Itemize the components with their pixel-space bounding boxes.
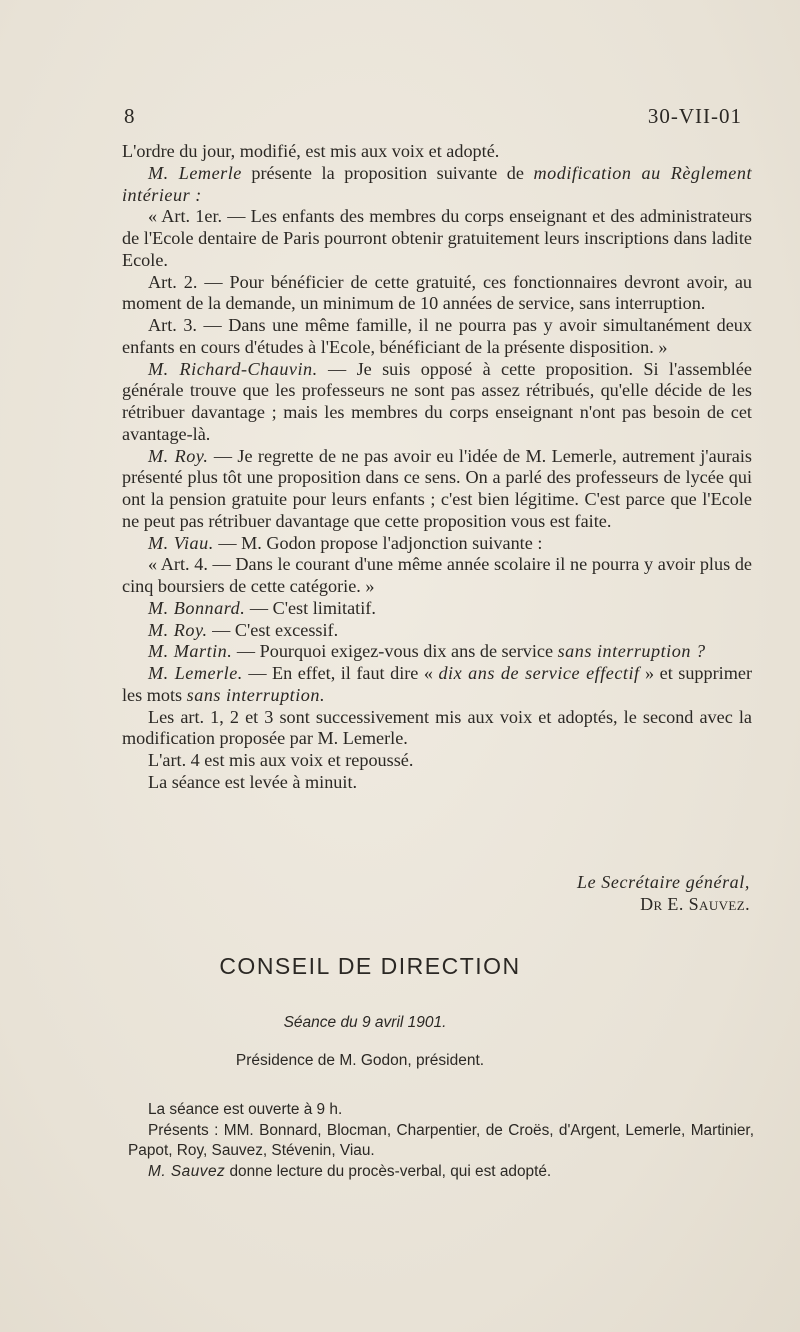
paragraph [122, 533, 752, 555]
paragraph [122, 663, 752, 707]
presidency-line: Présidence de M. Godon, président. [235, 1052, 485, 1069]
paragraph-text: Art. 3. — Dans une même famille, il ne pourra pas y avoir simultanément deux enfants en cours d'études à l'Ecole, bénéficiant de la présente disposition. » [122, 315, 752, 357]
speaker-name: M. Roy. [148, 619, 208, 640]
session-minutes [128, 1100, 754, 1182]
minutes-text: donne lecture du procès-verbal, qui est adopté. [225, 1162, 552, 1180]
minutes-text: La séance est ouverte à 9 h. [148, 1101, 343, 1118]
paragraph-text: « Art. 1er. — Les enfants des membres du corps enseignant et des administrateurs de l'Ecole dentaire de Paris pourront obtenir gratuitement leurs inscriptions dans ladite Ecole. [122, 206, 752, 270]
speaker-name: M. Sauvez [148, 1162, 226, 1180]
paragraph-text: — Je regrette de ne pas avoir eu l'idée de M. Lemerle, autrement j'aurais présenté plus tôt une proposition dans ce sens. On a parlé des professeurs de lycée qui ont la pension gratuite pour leurs enfants ; c'est bien légitime. C'est parce que l'Ecole ne peut pas rétribuer davantage que cette proposition vous est faite. [122, 445, 752, 531]
speaker-name: M. Richard-Chauvin. [148, 358, 318, 379]
paragraph-text: — Je suis opposé à cette proposition. Si l'assemblée générale trouve que les professeurs ne sont pas assez rétribués, qu'elle décide de les rétribuer davantage ; mais les membres du corps enseignant n'ont pas besoin de cet avantage-là. [122, 358, 752, 444]
paragraph-text: — Pourquoi exigez-vous dix ans de service [232, 641, 558, 662]
session-date: Séance du 9 avril 1901. [283, 1014, 447, 1031]
paragraph-italic-text: sans interruption ? [557, 641, 706, 662]
paragraph-text: — M. Godon propose l'adjonction suivante : [213, 532, 543, 553]
paragraph [122, 206, 752, 271]
speaker-name: M. Martin. [148, 641, 233, 662]
paragraph [122, 359, 752, 446]
paragraph [122, 272, 752, 316]
minutes-paragraph [128, 1100, 754, 1121]
paragraph-text: — C'est excessif. [207, 619, 339, 640]
paragraph-text: — En effet, il faut dire « [242, 663, 439, 683]
paragraph-text: Les art. 1, 2 et 3 sont successivement mis aux voix et adoptés, le second avec la modification proposée par M. Lemerle. [122, 706, 752, 749]
paragraph [122, 707, 752, 751]
minutes-paragraph [128, 1121, 754, 1162]
paragraph-text: — C'est limitatif. [245, 597, 376, 618]
page-number: 8 [124, 104, 135, 128]
paragraph [122, 446, 752, 533]
paragraph-italic-text: sans interruption. [186, 684, 326, 705]
paragraph [122, 620, 752, 642]
paragraph-text: L'ordre du jour, modifié, est mis aux voix et adopté. [122, 141, 500, 161]
paragraph-text: L'art. 4 est mis aux voix et repoussé. [148, 750, 414, 770]
council-section [0, 953, 800, 1070]
proceedings-text [122, 141, 752, 794]
minutes-paragraph [128, 1162, 754, 1183]
date-code: 30-VII-01 [647, 104, 742, 128]
paragraph [122, 554, 752, 598]
speaker-name: M. Roy. [148, 445, 209, 466]
speaker-name: M. Lemerle. [148, 663, 243, 683]
paragraph-text: La séance est levée à minuit. [148, 771, 358, 792]
paragraph [122, 772, 752, 794]
signature-block [490, 871, 750, 915]
paragraph-text: » et supprimer les mots [122, 663, 753, 705]
paragraph [122, 141, 752, 163]
paragraph-italic-text: modification au Règlement intérieur : [122, 162, 753, 205]
speaker-name: M. Bonnard. [148, 597, 246, 618]
speaker-name: M. Viau. [148, 532, 214, 553]
paragraph [122, 641, 752, 663]
minutes-text: Présents : MM. Bonnard, Blocman, Charpentier, de Croës, d'Argent, Lemerle, Martinier, Papot, Roy, Sauvez, Stévenin, Viau. [128, 1121, 754, 1159]
signature-name: Dr E. Sauvez. [640, 894, 750, 914]
paragraph-text: présente la proposition suivante de [241, 162, 534, 183]
paragraph-text: Art. 2. — Pour bénéficier de cette gratuité, ces fonctionnaires devront avoir, au moment de la demande, un minimum de 10 années de service, sans interruption. [122, 271, 752, 314]
page-header [124, 104, 742, 140]
paragraph [122, 598, 752, 620]
section-title: CONSEIL DE DIRECTION [219, 953, 521, 979]
paragraph [122, 750, 752, 772]
speaker-name: M. Lemerle [148, 162, 242, 183]
paragraph [122, 163, 752, 207]
paragraph-text: « Art. 4. — Dans le courant d'une même année scolaire il ne pourra y avoir plus de cinq boursiers de cette catégorie. » [122, 554, 752, 596]
paragraph [122, 315, 752, 359]
signature-role: Le Secrétaire général, [577, 872, 750, 892]
paragraph-italic-text: dix ans de service effectif [438, 663, 640, 683]
